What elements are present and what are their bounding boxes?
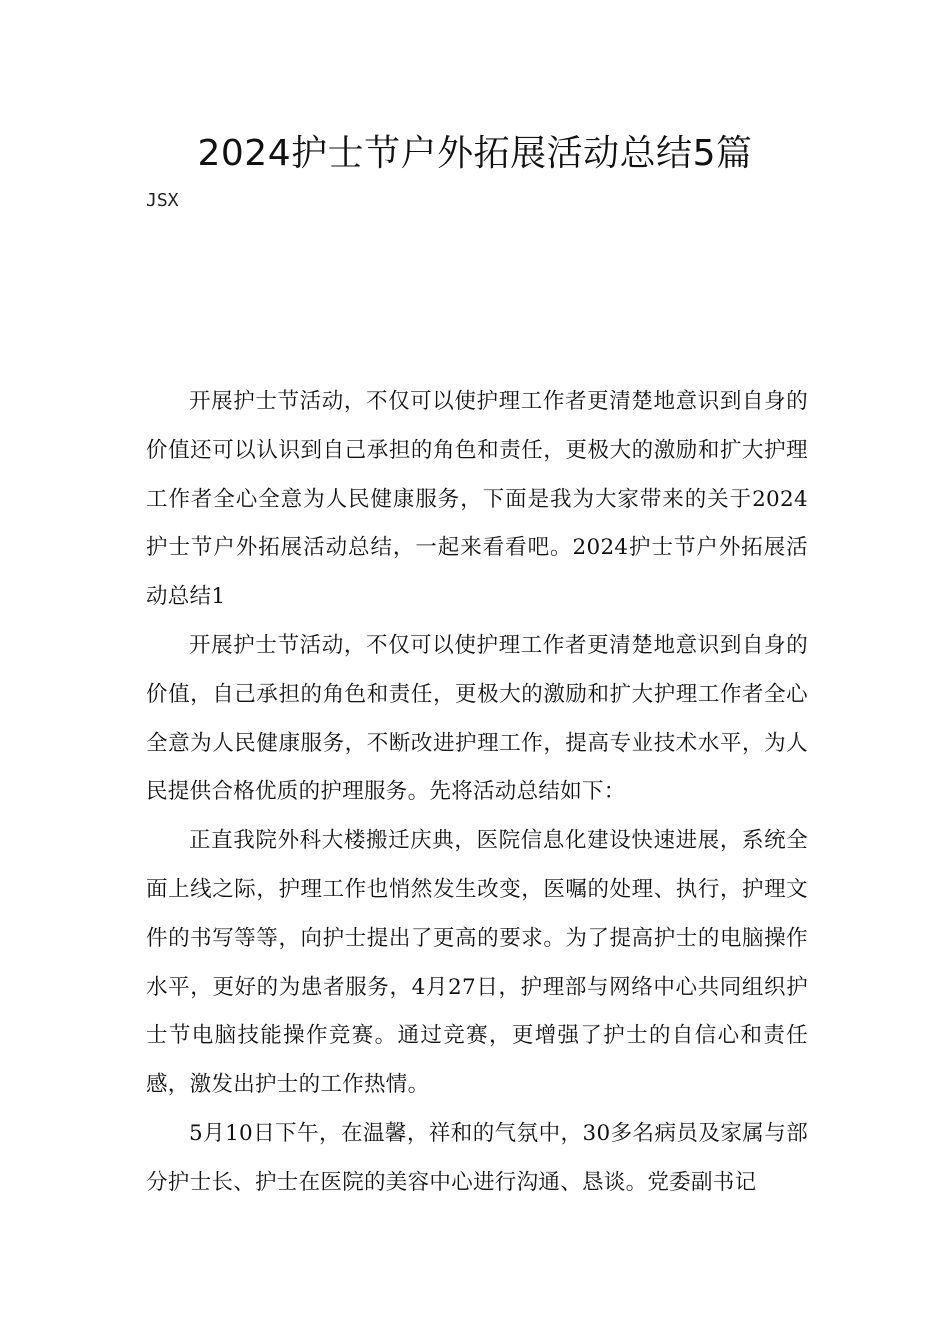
paragraph: 正直我院外科大楼搬迁庆典，医院信息化建设快速进展，系统全面上线之际，护理工作也悄然发生改变，医嘱的处理、执行，护理文件的书写等等，向护士提出了更高的要求。为了提高护士的电脑操作水平，更好的为患者服务，4月27日，护理部与网络中心共同组织护士节电脑技能操作竞赛。通过竞赛，更增强了护士的自信心和责任感，激发出护士的工作热情。 — [146, 828, 808, 1098]
paragraph: 5月10日下午，在温馨，祥和的气氛中，30多名病员及家属与部分护士长、护士在医院的美容中心进行沟通、恳谈。党委副书记 — [146, 1120, 808, 1195]
document-body — [146, 378, 808, 1208]
document-author: JSX — [146, 190, 179, 211]
paragraph: 开展护士节活动，不仅可以使护理工作者更清楚地意识到自身的价值还可以认识到自己承担的角色和责任，更极大的激励和扩大护理工作者全心全意为人民健康服务，下面是我为大家带来的关于2024护士节户外拓展活动总结，一起来看看吧。2024护士节户外拓展活动总结1 — [146, 389, 808, 610]
paragraph: 开展护士节活动，不仅可以使护理工作者更清楚地意识到自身的价值，自己承担的角色和责任，更极大的激励和扩大护理工作者全心全意为人民健康服务，不断改进护理工作，提高专业技术水平，为人民提供合格优质的护理服务。先将活动总结如下： — [146, 632, 808, 805]
document-title: 2024护士节户外拓展活动总结5篇 — [197, 133, 753, 174]
